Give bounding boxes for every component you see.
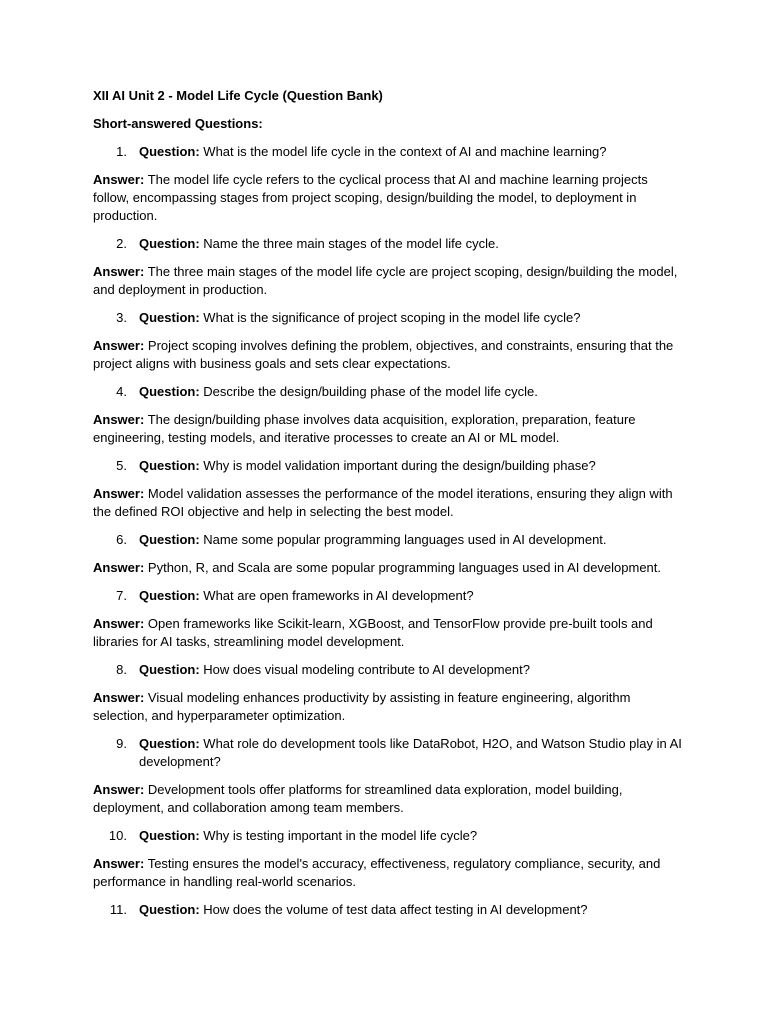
section-heading: Short-answered Questions: [93, 116, 263, 131]
page-title: XII AI Unit 2 - Model Life Cycle (Question Bank) [93, 88, 383, 103]
answer-text: The design/building phase involves data acquisition, exploration, preparation, feature engineering, testing models, and iterative processes to create an AI or ML model. [93, 412, 636, 445]
answer-text: Model validation assesses the performance of the model iterations, ensuring they align with the defined ROI objective and help in selecting the best model. [93, 486, 673, 519]
question-item [93, 383, 683, 401]
answer-text: Development tools offer platforms for streamlined data exploration, model building, deployment, and collaboration among team members. [93, 782, 623, 815]
answer-item [93, 689, 683, 725]
question-label: Question: [139, 236, 200, 251]
question-item [93, 587, 683, 605]
question-text: What is the significance of project scoping in the model life cycle? [203, 310, 581, 325]
question-text: Describe the design/building phase of the model life cycle. [203, 384, 538, 399]
question-label: Question: [139, 384, 200, 399]
question-item [93, 309, 683, 327]
answer-label: Answer: [93, 560, 145, 575]
answer-label: Answer: [93, 856, 145, 871]
answer-label: Answer: [93, 616, 145, 631]
answer-item [93, 615, 683, 651]
question-text: Name some popular programming languages used in AI development. [203, 532, 607, 547]
answer-item [93, 781, 683, 817]
question-text: What is the model life cycle in the context of AI and machine learning? [203, 144, 607, 159]
answer-item [93, 855, 683, 891]
question-text: What role do development tools like DataRobot, H2O, and Watson Studio play in AI development? [139, 736, 682, 769]
qa-list [93, 143, 683, 919]
question-item [93, 235, 683, 253]
question-label: Question: [139, 736, 200, 751]
answer-text: The three main stages of the model life cycle are project scoping, design/building the model, and deployment in production. [93, 264, 678, 297]
question-label: Question: [139, 310, 200, 325]
answer-text: Open frameworks like Scikit-learn, XGBoost, and TensorFlow provide pre-built tools and libraries for AI tasks, streamlining model development. [93, 616, 653, 649]
question-label: Question: [139, 144, 200, 159]
answer-label: Answer: [93, 412, 145, 427]
question-text: Name the three main stages of the model life cycle. [203, 236, 499, 251]
question-number: 5. [116, 458, 127, 473]
answer-label: Answer: [93, 264, 145, 279]
question-number: 10. [108, 828, 127, 843]
question-item [93, 827, 683, 845]
question-text: How does the volume of test data affect testing in AI development? [203, 902, 588, 917]
question-item [93, 143, 683, 161]
answer-text: Python, R, and Scala are some popular programming languages used in AI development. [147, 560, 662, 575]
question-number: 8. [116, 662, 127, 677]
answer-text: Visual modeling enhances productivity by assisting in feature engineering, algorithm selection, and hyperparameter optimization. [93, 690, 631, 723]
question-text: What are open frameworks in AI development? [203, 588, 474, 603]
answer-item [93, 411, 683, 447]
question-label: Question: [139, 532, 200, 547]
answer-item [93, 171, 683, 225]
answer-label: Answer: [93, 338, 145, 353]
question-number: 4. [116, 384, 127, 399]
question-number: 3. [116, 310, 127, 325]
answer-label: Answer: [93, 782, 145, 797]
question-label: Question: [139, 902, 200, 917]
question-label: Question: [139, 828, 200, 843]
question-number: 1. [116, 144, 127, 159]
question-item [93, 661, 683, 679]
question-number: 2. [116, 236, 127, 251]
answer-label: Answer: [93, 690, 145, 705]
answer-text: Testing ensures the model's accuracy, effectiveness, regulatory compliance, security, and performance in handling real-world scenarios. [93, 856, 661, 889]
answer-item [93, 337, 683, 373]
question-item [93, 531, 683, 549]
answer-text: Project scoping involves defining the problem, objectives, and constraints, ensuring that the project aligns with business goals and sets clear expectations. [93, 338, 674, 371]
question-text: Why is testing important in the model life cycle? [203, 828, 478, 843]
question-text: Why is model validation important during the design/building phase? [203, 458, 596, 473]
question-number: 7. [116, 588, 127, 603]
answer-label: Answer: [93, 486, 145, 501]
question-number: 9. [116, 736, 127, 751]
document-body [93, 87, 683, 929]
question-number: 11. [109, 902, 127, 917]
question-item [93, 735, 683, 771]
question-item [93, 901, 683, 919]
answer-item [93, 559, 683, 577]
question-label: Question: [139, 662, 200, 677]
question-label: Question: [139, 588, 200, 603]
question-text: How does visual modeling contribute to AI development? [203, 662, 530, 677]
question-item [93, 457, 683, 475]
question-number: 6. [116, 532, 127, 547]
answer-text: The model life cycle refers to the cyclical process that AI and machine learning projects follow, encompassing stages from project scoping, design/building the model, to deployment in production. [93, 172, 648, 223]
answer-item [93, 485, 683, 521]
answer-label: Answer: [93, 172, 145, 187]
question-label: Question: [139, 458, 200, 473]
answer-item [93, 263, 683, 299]
